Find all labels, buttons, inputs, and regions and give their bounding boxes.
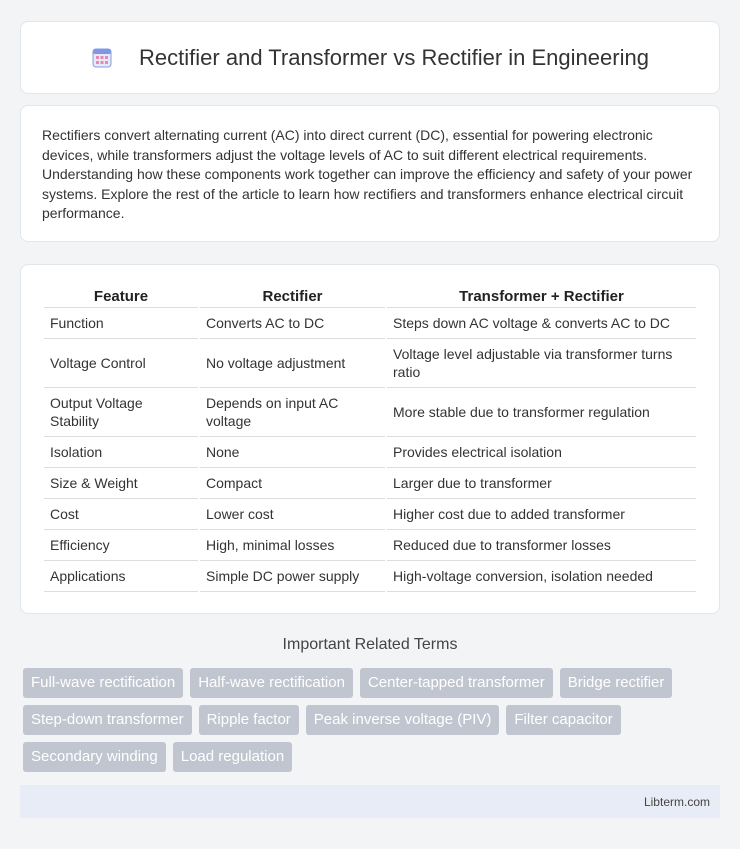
- header-card: [20, 21, 720, 94]
- cell-rectifier: None: [200, 437, 385, 468]
- tag-center-tapped-transformer[interactable]: Center-tapped transformer: [360, 668, 553, 698]
- cell-rectifier: Lower cost: [200, 499, 385, 530]
- table-row: [44, 308, 696, 339]
- footer-brand[interactable]: Libterm.com: [643, 794, 710, 809]
- table-row: [44, 499, 696, 530]
- cell-feature: Isolation: [44, 437, 198, 468]
- cell-feature: Function: [44, 308, 198, 339]
- cell-rectifier: No voltage adjustment: [200, 339, 385, 388]
- table-row: [44, 530, 696, 561]
- tag-bridge-rectifier[interactable]: Bridge rectifier: [560, 668, 673, 698]
- cell-transformer-rectifier: Higher cost due to added transformer: [387, 499, 696, 530]
- header-transformer-rectifier: Transformer + Rectifier: [387, 285, 696, 308]
- intro-card: [20, 105, 720, 242]
- cell-rectifier: Simple DC power supply: [200, 561, 385, 592]
- cell-feature: Size & Weight: [44, 468, 198, 499]
- cell-rectifier: Converts AC to DC: [200, 308, 385, 339]
- cell-transformer-rectifier: Larger due to transformer: [387, 468, 696, 499]
- tag-half-wave-rectification[interactable]: Half-wave rectification: [190, 668, 353, 698]
- table-row: [44, 437, 696, 468]
- tag-full-wave-rectification[interactable]: Full-wave rectification: [23, 668, 183, 698]
- tag-step-down-transformer[interactable]: Step-down transformer: [23, 705, 192, 735]
- cell-transformer-rectifier: Provides electrical isolation: [387, 437, 696, 468]
- related-terms-title: Important Related Terms: [282, 636, 458, 653]
- table-row: [44, 388, 696, 437]
- footer: [20, 785, 720, 818]
- cell-transformer-rectifier: Steps down AC voltage & converts AC to DC: [387, 308, 696, 339]
- table-row: [44, 339, 696, 388]
- cell-feature: Voltage Control: [44, 339, 198, 388]
- tag-peak-inverse-voltage[interactable]: Peak inverse voltage (PIV): [306, 705, 500, 735]
- table-header-row: [44, 285, 696, 308]
- comparison-table-card: [20, 264, 720, 614]
- tag-secondary-winding[interactable]: Secondary winding: [23, 742, 166, 772]
- cell-transformer-rectifier: Reduced due to transformer losses: [387, 530, 696, 561]
- table-row: [44, 468, 696, 499]
- cell-rectifier: Depends on input AC voltage: [200, 388, 385, 437]
- cell-feature: Applications: [44, 561, 198, 592]
- cell-transformer-rectifier: Voltage level adjustable via transformer turns ratio: [387, 339, 696, 388]
- cell-feature: Output Voltage Stability: [44, 388, 198, 437]
- intro-text: Rectifiers convert alternating current (AC) into direct current (DC), essential for powering electronic devices, while transformers adjust the voltage levels of AC to suit different electrical requirements. Understanding how these components work together can improve the efficiency and safety of your power systems. Explore the rest of the article to learn how rectifiers and transformers enhance electrical circuit performance.: [42, 127, 693, 222]
- header-feature: Feature: [44, 285, 198, 308]
- cell-rectifier: Compact: [200, 468, 385, 499]
- comparison-table: [42, 285, 698, 592]
- cell-transformer-rectifier: High-voltage conversion, isolation needed: [387, 561, 696, 592]
- cell-feature: Efficiency: [44, 530, 198, 561]
- header-rectifier: Rectifier: [200, 285, 385, 308]
- page-title: Rectifier and Transformer vs Rectifier in Engineering: [139, 44, 649, 70]
- cell-rectifier: High, minimal losses: [200, 530, 385, 561]
- cell-transformer-rectifier: More stable due to transformer regulation: [387, 388, 696, 437]
- table-grid-icon: [91, 47, 113, 69]
- tag-filter-capacitor[interactable]: Filter capacitor: [506, 705, 620, 735]
- tag-ripple-factor[interactable]: Ripple factor: [199, 705, 299, 735]
- cell-feature: Cost: [44, 499, 198, 530]
- table-row: [44, 561, 696, 592]
- tag-load-regulation[interactable]: Load regulation: [173, 742, 292, 772]
- related-terms-list: [23, 668, 723, 772]
